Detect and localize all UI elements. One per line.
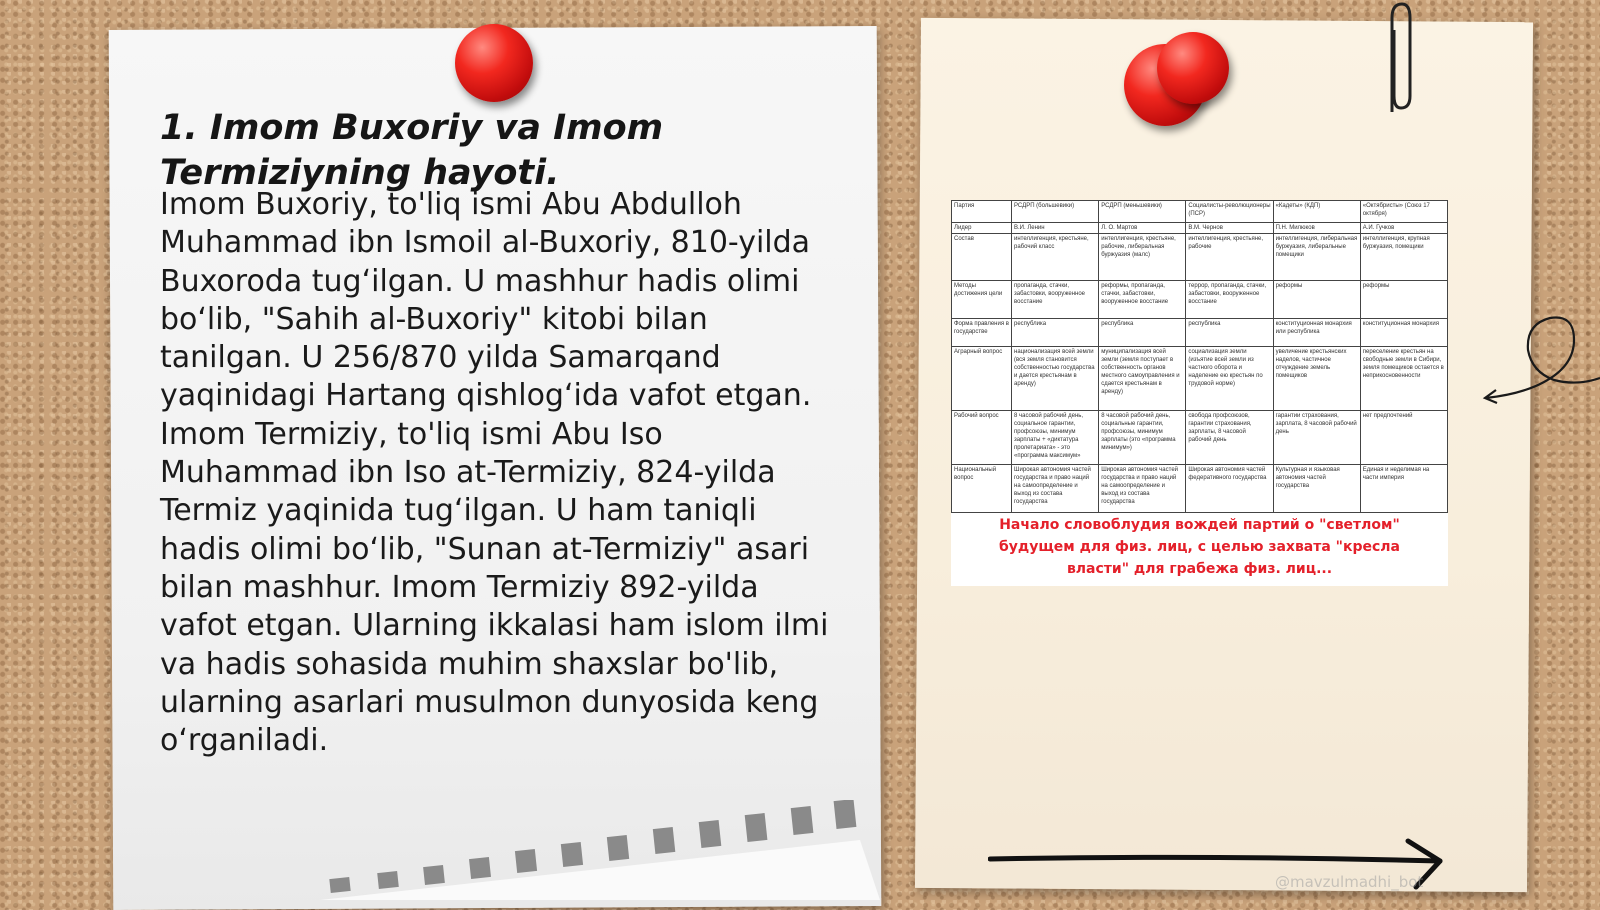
push-pin-icon bbox=[1157, 32, 1229, 104]
table-cell: республика bbox=[1012, 319, 1099, 347]
table-cell: РСДРП (меньшевики) bbox=[1099, 201, 1186, 223]
table-cell: Национальный вопрос bbox=[952, 465, 1012, 513]
table-cell: увеличение крестьянских наделов, частичное отчуждение земель помещиков bbox=[1273, 347, 1360, 411]
table-row bbox=[952, 319, 1448, 347]
table-cell: интеллигенция, крупная буржуазия, помещики bbox=[1360, 234, 1447, 281]
table-row bbox=[952, 411, 1448, 465]
table-row bbox=[952, 465, 1448, 513]
table-cell: интеллигенция, либеральная буржуазия, либеральные помещики bbox=[1273, 234, 1360, 281]
table-cell: реформы, пропаганда, стачки, забастовки, вооруженное восстание bbox=[1099, 281, 1186, 319]
table-cell: муниципализация всей земли (земля поступает в собственность органов местного самоуправления и сдается крестьянам в аренду) bbox=[1099, 347, 1186, 411]
table-cell: нет предпочтений bbox=[1360, 411, 1447, 465]
table-cell: республика bbox=[1186, 319, 1273, 347]
table-cell: свобода профсоюзов, гарантии страхования, зарплаты, 8 часовой рабочий день bbox=[1186, 411, 1273, 465]
table-cell: Социалисты-революционеры (ПСР) bbox=[1186, 201, 1273, 223]
table-cell: Л. О. Мартов bbox=[1099, 223, 1186, 234]
paper-clip-icon bbox=[1382, 0, 1412, 120]
table-cell: Широкая автономия частей государства и право наций на самоопределение и выход из состава государства bbox=[1099, 465, 1186, 513]
table-cell: В.И. Ленин bbox=[1012, 223, 1099, 234]
table-cell: интеллигенция, крестьяне, рабочий класс bbox=[1012, 234, 1099, 281]
table-cell: П.Н. Милюков bbox=[1273, 223, 1360, 234]
table-row bbox=[952, 201, 1448, 223]
table-cell: интеллигенция, крестьяне, рабочие bbox=[1186, 234, 1273, 281]
document-caption: Начало словоблудия вождей партий о "светлом" будущем для физ. лиц, с целью захвата "кресла власти" для грабежа физ. лиц... bbox=[998, 517, 1400, 577]
table-cell: Широкая автономия частей государства и право наций на самоопределение и выход из состава государства bbox=[1012, 465, 1099, 513]
table-cell: Рабочий вопрос bbox=[952, 411, 1012, 465]
table-cell: реформы bbox=[1360, 281, 1447, 319]
loop-arrow-icon bbox=[1482, 310, 1600, 410]
table-cell: Состав bbox=[952, 234, 1012, 281]
table-cell: республика bbox=[1099, 319, 1186, 347]
table-row bbox=[952, 234, 1448, 281]
party-table bbox=[951, 200, 1448, 513]
table-cell: Культурная и языковая автономия частей государства bbox=[1273, 465, 1360, 513]
slide-title: 1. Imom Buxoriy va Imom Termiziyning hayoti. bbox=[160, 108, 664, 193]
table-cell: Единая и неделимая на части империя bbox=[1360, 465, 1447, 513]
table-cell: социализация земли (изъятие всей земли из частного оборота и наделение ею крестьян по трудовой норме) bbox=[1186, 347, 1273, 411]
table-cell: Партия bbox=[952, 201, 1012, 223]
table-cell: гарантии страхования, зарплата, 8 часовой рабочий день bbox=[1273, 411, 1360, 465]
table-cell: В.М. Чернов bbox=[1186, 223, 1273, 234]
table-cell: 8 часовой рабочий день, социальное гарантии, профсоюзы, минимум зарплаты + «диктатура пролетариата» - это «программа максимум» bbox=[1012, 411, 1099, 465]
table-cell: национализация всей земли (вся земля становится собственностью государства и дается крестьянам в аренду) bbox=[1012, 347, 1099, 411]
table-cell: пропаганда, стачки, забастовки, вооруженное восстание bbox=[1012, 281, 1099, 319]
table-cell: Аграрный вопрос bbox=[952, 347, 1012, 411]
document-image bbox=[951, 200, 1448, 586]
table-row bbox=[952, 223, 1448, 234]
table-cell: конституционная монархия или республика bbox=[1273, 319, 1360, 347]
table-cell: А.И. Гучков bbox=[1360, 223, 1447, 234]
table-cell: интеллигенция, крестьяне, рабочие, либеральная буржуазия (малс) bbox=[1099, 234, 1186, 281]
table-cell: Лидер bbox=[952, 223, 1012, 234]
table-cell: 8 часовой рабочий день, социальные гарантии, профсоюзы, минимум зарплаты (это «программа минимум») bbox=[1099, 411, 1186, 465]
table-cell: реформы bbox=[1273, 281, 1360, 319]
table-cell: «Кадеты» (КДП) bbox=[1273, 201, 1360, 223]
table-cell: террор, пропаганда, стачки, забастовки, вооруженное восстание bbox=[1186, 281, 1273, 319]
slide-body-text: Imom Buxoriy, to'liq ismi Abu Abdulloh Muhammad ibn Ismoil al-Buxoriy, 810-yilda Buxoroda tug‘ilgan. U mashhur hadis olimi bo‘lib, "Sahih al-Buxoriy" kitobi bilan tanilgan. U 256/870 yilda Samarqand yaqinidagi Hartang qishlog‘ida vafot etgan. Imom Termiziy, to'liq ismi Abu Iso Muhammad ibn Iso at-Termiziy, 824-yilda Termiz yaqinida tug‘ilgan. U ham taniqli hadis olimi bo‘lib, "Sunan at-Termiziy" asari bilan mashhur. Imom Termiziy 892-yilda vafot etgan. Ularning ikkalasi ham islom ilmi va hadis sohasida muhim shaxslar bo'lib, ularning asarlari musulmon dunyosida keng o‘rganiladi. bbox=[160, 187, 829, 759]
push-pin-icon bbox=[455, 24, 533, 102]
table-cell: конституционная монархия bbox=[1360, 319, 1447, 347]
table-cell: переселение крестьян на свободные земли в Сибири, земля помещиков остается в неприкосновенности bbox=[1360, 347, 1447, 411]
table-cell: РСДРП (большевики) bbox=[1012, 201, 1099, 223]
table-cell: Форма правления в государстве bbox=[952, 319, 1012, 347]
torn-paper-tabs bbox=[320, 800, 880, 900]
table-cell: «Октябристы» (Союз 17 октября) bbox=[1360, 201, 1447, 223]
watermark: @mavzulmadhi_bot bbox=[1275, 873, 1424, 891]
table-cell: Методы достижения цели bbox=[952, 281, 1012, 319]
table-row bbox=[952, 281, 1448, 319]
table-cell: Широкая автономия частей федеративного государства bbox=[1186, 465, 1273, 513]
table-row bbox=[952, 347, 1448, 411]
